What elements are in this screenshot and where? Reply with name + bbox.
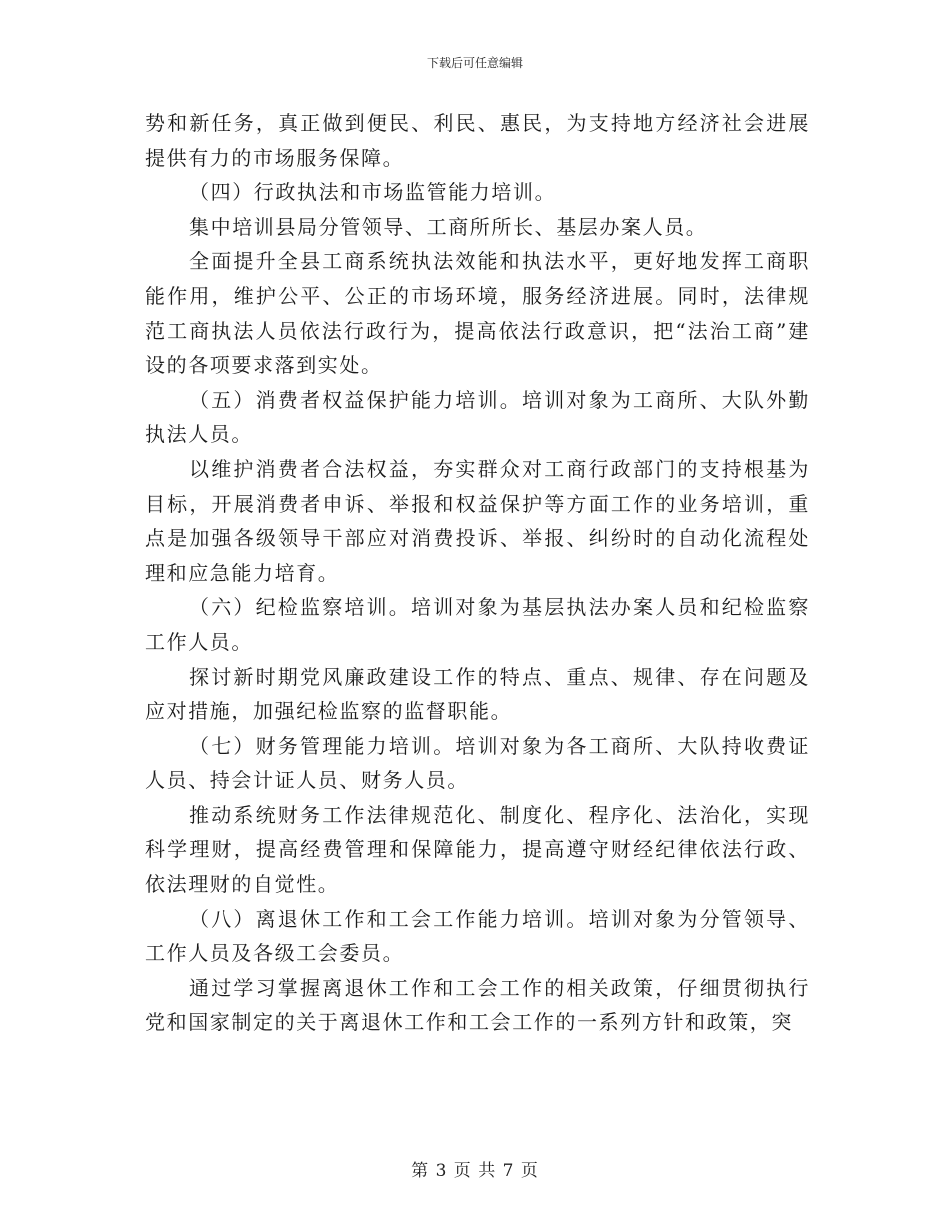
paragraph: 探讨新时期党风廉政建设工作的特点、重点、规律、存在问题及应对措施，加强纪检监察的监督职能。 (145, 664, 810, 724)
paragraph: 以维护消费者合法权益，夯实群众对工商行政部门的支持根基为目标，开展消费者申诉、举报和权益保护等方面工作的业务培训，重点是加强各级领导干部应对消费投诉、举报、纠纷时的自动化流程处理和应急能力培育。 (145, 456, 810, 585)
section-heading-6: （六）纪检监察培训。培训对象为基层执法办案人员和纪检监察工作人员。 (145, 595, 810, 654)
section-heading-4: （四）行政执法和市场监管能力培训。 (189, 180, 557, 205)
document-body (145, 106, 810, 1040)
paragraph: 集中培训县局分管领导、工商所所长、基层办案人员。 (189, 214, 708, 239)
page-footer: 第 3 页 共 7 页 (411, 1161, 539, 1181)
section-heading-7: （七）财务管理能力培训。培训对象为各工商所、大队持收费证人员、持会计证人员、财务人员。 (145, 733, 810, 793)
page-header: 下载后可任意编辑 (426, 56, 523, 70)
paragraph: 通过学习掌握离退休工作和工会工作的相关政策，仔细贯彻执行党和国家制定的关于离退休工作和工会工作的一系列方针和政策，突 (145, 975, 810, 1035)
paragraph: 势和新任务，真正做到便民、利民、惠民，为支持地方经济社会进展提供有力的市场服务保障。 (145, 111, 810, 170)
paragraph: 全面提升全县工商系统执法效能和执法水平，更好地发挥工商职能作用，维护公平、公正的市场环境，服务经济进展。同时，法律规范工商执法人员依法行政行为，提高依法行政意识，把“法治工商”建设的各项要求落到实处。 (145, 249, 810, 378)
paragraph: 推动系统财务工作法律规范化、制度化、程序化、法治化，实现科学理财，提高经费管理和保障能力，提高遵守财经纪律依法行政、依法理财的自觉性。 (145, 802, 810, 897)
section-heading-8: （八）离退休工作和工会工作能力培训。培训对象为分管领导、工作人员及各级工会委员。 (145, 906, 810, 966)
section-heading-5: （五）消费者权益保护能力培训。培训对象为工商所、大队外勤执法人员。 (145, 387, 810, 447)
